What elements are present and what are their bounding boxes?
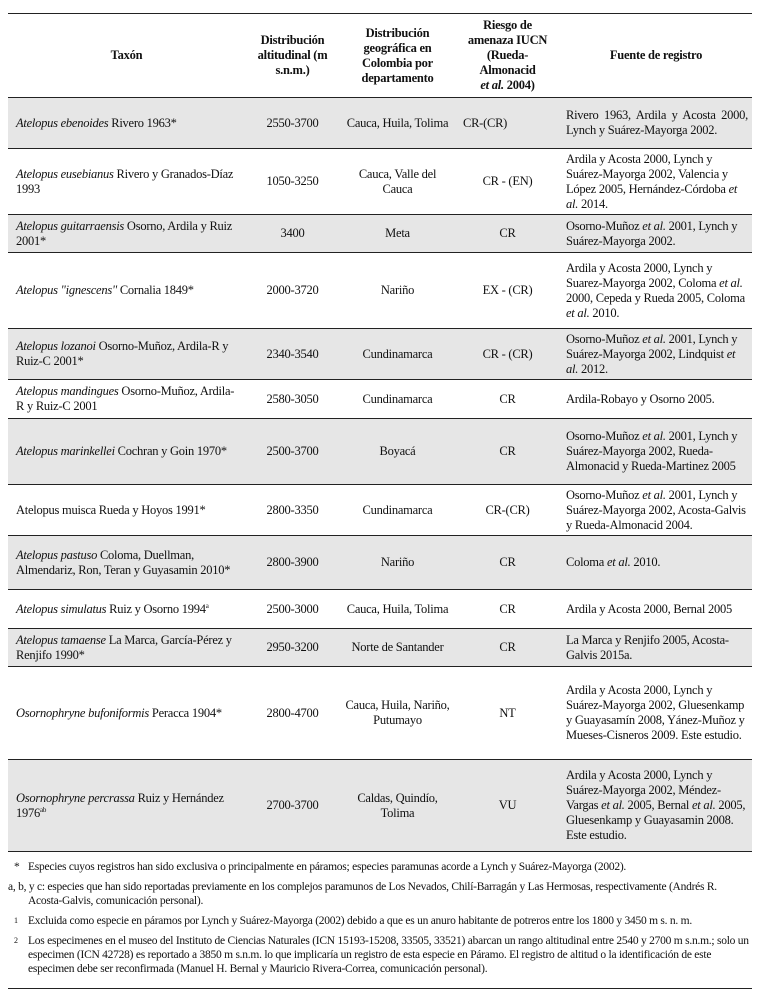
source-cell <box>560 485 752 536</box>
altitude-cell: 2950-3200 <box>245 629 340 667</box>
taxon-cell <box>8 629 245 667</box>
source-cell <box>560 149 752 215</box>
source-cell <box>560 419 752 485</box>
geo-cell: Cauca, Valle del Cauca <box>340 149 455 215</box>
text-segment: Ardila-Robayo y Osorno 2005. <box>566 391 715 406</box>
header-risk-year: 2004) <box>503 78 535 92</box>
table-row <box>8 667 752 760</box>
footnote-text: Excluida como especie en páramos por Lynch y Suárez-Mayorga (2002) debido a que es un anuro habitante de potreros entre los 1800 y 3450 m s. n. m. <box>28 915 692 927</box>
geo-cell: Nariño <box>340 536 455 590</box>
altitude-cell: 2500-3000 <box>245 590 340 629</box>
table-row <box>8 419 752 485</box>
altitude-cell: 2000-3720 <box>245 253 340 329</box>
taxon-cell <box>8 149 245 215</box>
footnote <box>8 934 752 976</box>
text-segment: 2010. <box>630 555 661 569</box>
table-row <box>8 329 752 380</box>
taxon-cell <box>8 329 245 380</box>
altitude-cell: 2580-3050 <box>245 380 340 419</box>
italic-text: et al. <box>566 305 590 320</box>
table-row <box>8 536 752 590</box>
source-cell <box>560 329 752 380</box>
italic-text: Osornophryne percrassa <box>16 790 135 805</box>
italic-text: et al. <box>642 487 666 502</box>
italic-text: et al. <box>642 429 666 443</box>
text-segment: Ruiz y Hernández 1976 <box>16 790 224 820</box>
text-segment: Rivero 1963* <box>108 115 177 130</box>
header-risk-text: Riesgo de amenaza IUCN (Rueda-Almonacid <box>467 18 548 77</box>
text-segment: Osorno-Muñoz, Ardila-R y Ruiz-C 2001 <box>16 384 235 413</box>
footnote <box>8 880 752 908</box>
risk-cell: CR - (EN) <box>455 149 560 215</box>
text-segment: Osorno-Muñoz, Ardila-R y Ruiz-C 2001* <box>16 339 229 368</box>
footnote-mark: * <box>14 861 20 873</box>
risk-cell: CR <box>455 590 560 629</box>
risk-cell: CR - (CR) <box>455 329 560 380</box>
footnote-text: Especies cuyos registros han sido exclusiva o principalmente en páramos; especies paramunas acorde a Lynch y Suárez-Mayorga (2002). <box>28 861 627 873</box>
italic-text: Atelopus eusebianus <box>16 166 114 181</box>
text-segment: Coloma <box>566 555 607 569</box>
italic-text: Atelopus simulatus <box>16 601 107 616</box>
text-segment: Rivero y Granados-Díaz 1993 <box>16 166 234 196</box>
risk-cell: CR <box>455 380 560 419</box>
text-segment: 2001, Lynch y Suárez-Mayorga 2002. <box>566 218 738 248</box>
table-footnotes <box>8 852 752 989</box>
taxon-cell <box>8 98 245 149</box>
header-altitude: Distribución altitudinal (m s.n.m.) <box>245 14 340 98</box>
risk-cell: CR <box>455 629 560 667</box>
text-segment: Ardila y Acosta 2000, Lynch y Suárez-Mayorga 2002, Méndez-Vargas <box>566 768 721 812</box>
taxon-cell <box>8 253 245 329</box>
risk-cell: EX - (CR) <box>455 253 560 329</box>
taxon-cell <box>8 536 245 590</box>
italic-text: et al. <box>566 346 736 376</box>
geo-cell: Meta <box>340 215 455 253</box>
taxon-cell <box>8 419 245 485</box>
taxon-cell <box>8 667 245 760</box>
header-taxon: Taxón <box>8 14 245 98</box>
footnote-text: especies que han sido reportadas previamente en los complejos paramunos de Los Nevados, Chilí-Barragán y Las Hermosas, respectivamente (Andrés R. Acosta-Galvis, comunicación personal). <box>28 881 717 907</box>
geo-cell: Cauca, Huila, Tolima <box>340 98 455 149</box>
text-segment: 2001, Lynch y Suárez-Mayorga 2002, Lindquist <box>566 331 738 361</box>
text-segment: Ardila y Acosta 2000, Lynch y Suárez-Mayorga 2002, Gluesenkamp y Guayasamín 2008, Yánez-Muñoz y Mueses-Cisneros 2009. Este estudio. <box>566 683 745 742</box>
italic-text: Atelopus ebenoides <box>16 115 109 130</box>
text-segment: Cornalia 1849* <box>116 283 194 297</box>
text-segment: Ruiz y Osorno 1994 <box>106 601 206 616</box>
taxon-cell <box>8 590 245 629</box>
geo-cell: Cundinamarca <box>340 380 455 419</box>
italic-text: et al. <box>566 181 738 211</box>
header-geo: Distribución geográfica en Colombia por departamento <box>340 14 455 98</box>
species-table <box>8 13 752 852</box>
text-segment: 2005, Gluesenkamp y Guayasamin 2008. Este estudio. <box>566 798 746 842</box>
table-row <box>8 629 752 667</box>
footnote-mark: 1 <box>14 916 18 925</box>
text-segment: Coloma, Duellman, Almendariz, Ron, Teran y Guyasamin 2010* <box>16 547 231 577</box>
taxon-cell <box>8 380 245 419</box>
text-segment: Osorno-Muñoz <box>566 218 643 233</box>
text-segment: Rivero 1963, Ardila y Acosta 2000, Lynch y Suárez-Mayorga 2002. <box>566 108 748 137</box>
geo-cell: Cauca, Huila, Tolima <box>340 590 455 629</box>
text-segment: Osorno-Muñoz <box>566 487 643 502</box>
text-segment: La Marca, García-Pérez y Renjifo 1990* <box>16 632 232 662</box>
header-risk <box>455 14 560 98</box>
footnote-mark: 2 <box>14 936 18 945</box>
geo-cell: Boyacá <box>340 419 455 485</box>
text-segment: Ardila y Acosta 2000, Lynch y Suárez-Mayorga 2002, Valencia y López 2005, Hernández-Córdoba <box>566 151 729 196</box>
text-segment: 2012. <box>578 361 608 376</box>
table-row <box>8 215 752 253</box>
risk-cell: VU <box>455 760 560 852</box>
risk-cell: CR <box>455 215 560 253</box>
footnote-marker: ab <box>40 805 47 814</box>
altitude-cell: 2800-4700 <box>245 667 340 760</box>
italic-text: Atelopus guitarraensis <box>16 218 125 233</box>
text-segment: Atelopus muisca Rueda y Hoyos 1991* <box>16 502 206 517</box>
risk-cell: CR <box>455 536 560 590</box>
table-row <box>8 760 752 852</box>
geo-cell: Cundinamarca <box>340 485 455 536</box>
italic-text: Atelopus tamaense <box>16 632 106 647</box>
altitude-cell: 2500-3700 <box>245 419 340 485</box>
taxon-cell <box>8 760 245 852</box>
geo-cell: Nariño <box>340 253 455 329</box>
source-cell <box>560 98 752 149</box>
text-segment: Ardila y Acosta 2000, Bernal 2005 <box>566 601 733 616</box>
table-row <box>8 590 752 629</box>
footnote-mark: a, b, y c: <box>8 881 45 893</box>
table-row <box>8 485 752 536</box>
table-row <box>8 253 752 329</box>
text-segment: Osorno, Ardila y Ruiz 2001* <box>16 218 233 248</box>
text-segment: 2001, Lynch y Suárez-Mayorga 2002, Acosta-Galvis y Rueda-Almonacid 2004. <box>566 487 746 532</box>
altitude-cell: 2700-3700 <box>245 760 340 852</box>
italic-text: Atelopus lozanoi <box>16 339 96 353</box>
footnote <box>8 860 752 874</box>
text-segment: 2010. <box>589 305 620 320</box>
italic-text: et al. <box>642 218 666 233</box>
text-segment: Cochran y Goin 1970* <box>114 444 227 458</box>
italic-text: et al. <box>601 798 625 812</box>
taxon-cell <box>8 215 245 253</box>
header-risk-etal: et al. <box>480 78 504 92</box>
text-segment: Osorno-Muñoz <box>566 331 643 346</box>
text-segment: 2014. <box>578 196 608 211</box>
footnote-text: Los especimenes en el museo del Instituto de Ciencias Naturales (ICN 15193-15208, 33505, 33521) abarcan un rango altitudinal entre 2540 y 2700 m s.n.m.; solo un especimen (ICN 42728) es reportado a 3850 m s.n.m. lo que implicaría un registro de esta especie en Páramo. El registro de altitud o la identificación de este especimen debe ser reconfirmada (Manuel H. Bernal y Mauricio Rivera-Correa, comunicación personal). <box>28 935 749 975</box>
italic-text: et al. <box>719 275 743 290</box>
italic-text: Osornophryne bufoniformis <box>16 705 149 720</box>
italic-text: Atelopus pastuso <box>16 547 98 562</box>
taxon-cell <box>8 485 245 536</box>
text-segment: Osorno-Muñoz <box>566 429 643 443</box>
geo-cell: Cundinamarca <box>340 329 455 380</box>
geo-cell: Cauca, Huila, Nariño, Putumayo <box>340 667 455 760</box>
text-segment: Peracca 1904* <box>149 705 222 720</box>
risk-cell: NT <box>455 667 560 760</box>
source-cell <box>560 760 752 852</box>
text-segment: 2005, Bernal <box>624 798 692 812</box>
source-cell <box>560 536 752 590</box>
table-row <box>8 98 752 149</box>
altitude-cell: 3400 <box>245 215 340 253</box>
italic-text: Atelopus mandingues <box>16 384 119 398</box>
text-segment: Ardila y Acosta 2000, Lynch y Suarez-Mayorga 2002, Coloma <box>566 260 720 290</box>
species-table-document <box>8 13 752 989</box>
table-header-row <box>8 14 752 98</box>
italic-text: et al. <box>642 331 666 346</box>
italic-text: Atelopus "ignescens" <box>16 283 117 297</box>
source-cell <box>560 629 752 667</box>
altitude-cell: 2550-3700 <box>245 98 340 149</box>
geo-cell: Norte de Santander <box>340 629 455 667</box>
text-segment: 2000, Cepeda y Rueda 2005, Coloma <box>566 290 745 305</box>
altitude-cell: 2800-3350 <box>245 485 340 536</box>
table-row <box>8 149 752 215</box>
table-row <box>8 380 752 419</box>
text-segment: 2001, Lynch y Suárez-Mayorga 2002, Rueda-Almonacid y Rueda-Martinez 2005 <box>566 429 738 473</box>
header-source: Fuente de registro <box>560 14 752 98</box>
italic-text: et al. <box>606 555 631 569</box>
risk-cell: CR <box>455 419 560 485</box>
footnote-marker: a <box>205 601 209 610</box>
italic-text: et al. <box>692 798 716 812</box>
source-cell <box>560 380 752 419</box>
risk-cell: CR-(CR) <box>455 485 560 536</box>
altitude-cell: 1050-3250 <box>245 149 340 215</box>
italic-text: Atelopus marinkellei <box>16 444 115 458</box>
source-cell <box>560 667 752 760</box>
source-cell <box>560 590 752 629</box>
footnote <box>8 914 752 928</box>
risk-cell: CR-(CR) <box>455 98 560 149</box>
altitude-cell: 2340-3540 <box>245 329 340 380</box>
source-cell <box>560 215 752 253</box>
geo-cell: Caldas, Quindío, Tolima <box>340 760 455 852</box>
text-segment: La Marca y Renjifo 2005, Acosta-Galvis 2015a. <box>566 632 729 662</box>
altitude-cell: 2800-3900 <box>245 536 340 590</box>
source-cell <box>560 253 752 329</box>
